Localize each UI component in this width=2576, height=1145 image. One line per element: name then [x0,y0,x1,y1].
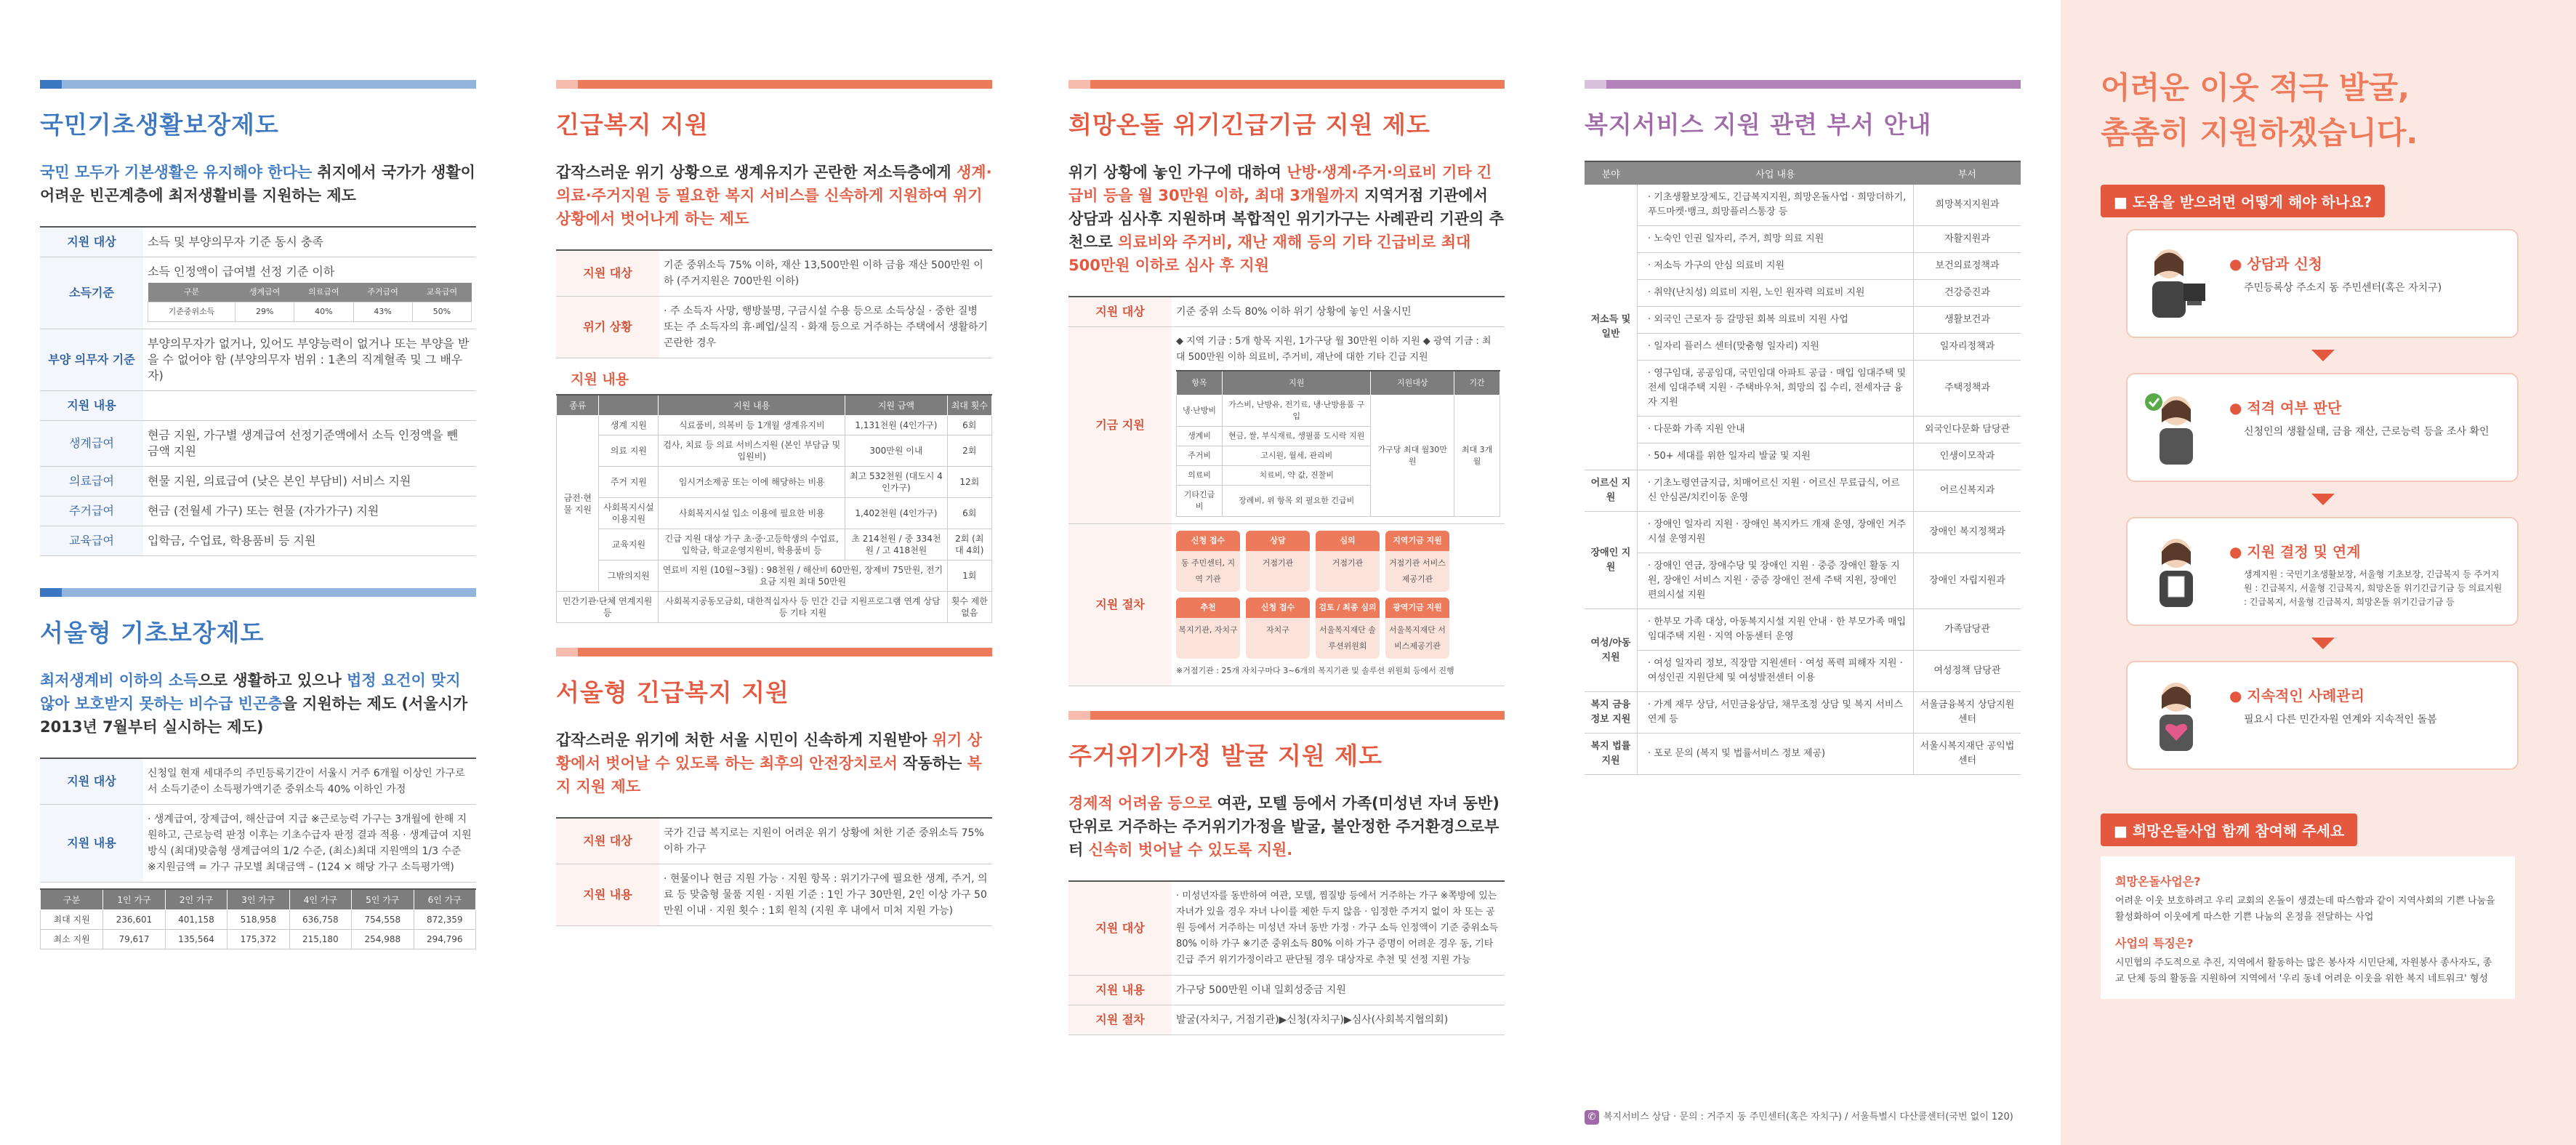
subheading: 지원 내용 [571,371,629,387]
step-card [2126,661,2519,770]
step-card [2126,517,2519,626]
panel-emergency-welfare [512,0,1025,1145]
fund-item-table: 항목 지원 지원대상 기간 냉·난방비 가스비, 난방유, 전기료, 냉·난방용품 구입 가구당 최대 월30만원 최대 3개월 생계비 현금, 쌀, 부식재료, 생필품 도시락 지원 주거비 고시원, 월세, 관리비 의료비 치료비, 약 값, 진찰비 기타긴급비 장례비, 위 항목 외 필요한 긴급비 [1176,370,1500,517]
step-desc: 신청인의 생활실태, 금융 재산, 근로능력 등을 조사 확인 [2244,426,2490,438]
section-title: 주거위기가정 발굴 지원 제도 [1068,742,1383,770]
person-check-icon [2144,387,2209,467]
phone-icon: ✆ [1585,1110,1599,1125]
step-desc: 주민등록상 주소지 동 주민센터(혹은 자치구) [2244,282,2442,294]
section-bar [1068,711,1505,720]
info-table: 지원 대상 국가 긴급 복지로는 지원이 어려운 위기 상황에 처한 기준 중위소득 75% 이하 가구 지원 내용 · 현물이나 현금 지원 가능 · 지원 항목 : 위기가구에 필요한 생계, 주거, 의료 등 맞춤형 물품 지원 · 지원 기준 : 1인 가구 30만원, 2인 이상 가구 50만원 이내 · 지원 횟수 : 1회 원칙 (지원 후 내에서 미처 지원 가능) [556,817,992,926]
step-card [2126,229,2519,338]
section-title: 복지서비스 지원 관련 부서 안내 [1585,111,1932,139]
lead-text: 위기 상황에 놓인 가구에 대하여 난방·생계·주거·의료비 기타 긴급비 등을 월 30만원 이하, 최대 3개월까지 지역거점 기관에서 상담과 심사후 지원하며 복합적인 위기가구는 사례관리 기관의 추천으로 의료비와 주거비, 재난 재해 등의 기타 긴급비로 최대 500만원 이하로 심사 후 지원 [1068,164,1504,274]
section-header: ■ 도움을 받으려면 어떻게 해야 하나요? [2101,185,2385,217]
step-title: ● 지속적인 사례관리 [2229,687,2364,704]
flow-note: ※거점기관 : 25개 자치구마다 3~6개의 복지기관 및 솔루션 위원회 등에서 진행 [1176,666,1454,675]
step-desc: 필요시 다른 민간자원 연계와 지속적인 돌봄 [2244,714,2437,726]
section-header: ■ 희망온돌사업 함께 참여해 주세요 [2101,813,2357,846]
section-title: 서울형 기초보장제도 [40,619,265,647]
flow-step: 상담 거점기관 [1246,531,1310,592]
flow-step: 신청 접수 동 주민센터, 지역 기관 [1176,531,1240,592]
person-document-icon [2144,531,2209,611]
section-title: 국민기초생활보장제도 [40,111,279,139]
arrow-down-icon [2311,494,2335,505]
lead-text: 국민 모두가 기본생활은 유지해야 한다는 취지에서 국가가 생활이 어려운 빈곤계층에 최저생활비를 지원하는 제도 [40,164,475,204]
lead-text: 갑작스러운 위기에 처한 서울 시민이 신속하게 지원받아 위기 상황에서 벗어날 수 있도록 하는 최후의 안전장치로서 작동하는 복지 지원 제도 [556,731,982,795]
emergency-support-table: 종류 지원 내용 지원 금액 최대 횟수 금전·현물 지원 생계 지원 식료품비, 의복비 등 1개월 생계유지비 1,131천원 (4인가구) 6회 의료 지원 검사, 치료 등 의료 서비스지원 (본인 부담금 및 입원비) 300만원 이내 2회 주거 지원 임시거소제공 또는 이에 해당하는 비용 최고 532천원 (대도시 4인가구) 12회 사회복지시설 이용지원 사회복지시설 입소 이용에 필요한 비용 1,402천원 (4인가구) 6회 교육지원 긴급 지원 대상 가구 초·중·고등학생의 수업료, 입학금, 학교운영지원비, 학용품비 등 초 214천원 / 중 334천원 / 고 418천원 2회 (최대 4회) 그밖의지원 연료비 지원 (10월~3월) : 98천원 / 해산비 60만원, 장제비 75만원, 전기요금 지원 최대 50만원 1회 민간기관·단체 연계지원 등 사회복지공동모금회, 대한적십자사 등 민간 긴급 지원프로그램 연계 상담 등 기타 지원 횟수 제한 없음 [556,394,992,623]
participation-info [2101,856,2515,999]
question: 희망온돌사업은? [2115,875,2201,888]
process-flow [1176,531,1500,659]
page-title: 어려운 이웃 적극 발굴, 촘촘히 지원하겠습니다. [2101,70,2418,150]
arrow-down-icon [2311,638,2335,649]
answer: 어려운 이웃 보호하려고 우리 교회의 온돌이 생겼는데 따스함과 같이 지역사회의 기쁜 나눔을 활성화하여 이웃에게 따스한 기쁜 나눔의 온정을 전달하는 사업 [2115,896,2495,923]
lead-text: 경제적 어려움 등으로 여관, 모텔 등에서 가족(미성년 자녀 동반) 단위로 거주하는 주거위기가정을 발굴, 불안정한 주거환경으로부터 신속히 벗어날 수 있도록 지원. [1068,795,1500,859]
section-bar [40,588,476,597]
department-table: 분야 사업 내용 부서 저소득 및 일반 · 기초생활보장제도, 긴급복지지원, 희망온돌사업 · 희망더하기, 푸드마켓·뱅크, 희망플러스통장 등 희망복지지원과 · 노숙인 인권 일자리, 주거, 희망 의료 지원 자활지원과 · 저소득 가구의 안심 의료비 지원 보건의료정책과 · 취약(난치성) 의료비 지원, 노인 원자력 의료비 지원 건강증진과 · 외국인 근로자 등 갈망된 회복 의료비 지원 사업 생활보건과 · 일자리 플러스 센터(맞춤형 일자리) 지원 일자리정책과 · 영구임대, 공공임대, 국민임대 아파트 공급 · 매입 임대주택 및 전세 임대주택 지원 · 주택바우처, 희망의 집 수리, 전세자금 융자 지원 주택정책과 · 다문화 가족 지원 안내 외국인다문화 담당관 · 50+ 세대를 위한 일자리 발굴 및 지원 인생이모작과 어르신 지원 · 기초노령연금지급, 치매어르신 지원 · 어르신 무료급식, 어르신 안심콘/치킨이동 운영 어르신복지과 장애인 지원 · 장애인 일자리 지원 · 장애인 복지카드 개재 운영, 장애인 거주시설 운영지원 장애인 복지정책과 · 장애인 연금, 장애수당 및 장애인 지원 · 중증 장애인 활동 지원, 장애인 서비스 지원 · 중증 장애인 전세 주택 지원, 장애인 편의시설 지원 장애인 자립지원과 여성/아동 지원 · 한부모 가족 대상, 아동복지시설 지원 안내 · 한 부모가족 매입 임대주택 지원 · 지역 아동센터 운영 가족담당관 · 여성 일자리 정보, 직장맘 지원센터 · 여성 폭력 피해자 지원 · 여성인권 지원단체 및 여성발전센터 이용 여성정책 담당관 복지 금융정보 지원 · 가계 재무 상담, 서민금융상담, 채무조정 상담 및 복지 서비스 연계 등 서울금융복지 상담지원센터 복지 법률 지원 · 포로 문의 (복지 및 법률서비스 정보 제공) 서울시복지재단 공익법센터 [1585,161,2021,775]
flow-step: 신청 접수 자치구 [1246,598,1310,659]
section-bar [556,80,992,89]
person-at-computer-icon [2144,244,2209,324]
section-title: 희망온돌 위기긴급기금 지원 제도 [1068,111,1430,139]
info-table: 지원 대상 소득 및 부양의무자 기준 동시 충족 소득기준 소득 인정액이 급여별 선정 기준 이하 구분 생계급여 의료급여 주거급여 교육급여 기준중위소득 29% 40% 43% 50% 부양 의무자 기준 부양의무자가 없거나, 있어도 부양능력이 없거나 또는 부양을 받을 수 없어야 함 (부양의무자 범위 : 1촌의 직계혈족 및 그 배우자) 지원 내용 생계급여 현금 지원, 가구별 생계급여 선정기준액에서 소득 인정액을 뺀 금액 지원 의료급여 현물 지원, 의료급여 (낮은 본인 부담비) 서비스 지원 주거급여 현금 (전월세 가구) 또는 현물 (자가가구) 지원 교육급여 입학금, 수업료, 학용품비 등 지원 [40,226,476,556]
info-table: 지원 대상 · 미성년자를 동반하여 여관, 모텔, 찜질방 등에서 거주하는 가구 ※쪽방에 있는 자녀가 있을 경우 자녀 나이를 제한 두지 않음 · 임정한 주거지 없이 차 또는 공원 등에서 거주하는 미성년 자녀 동반 가정 · 가구 소득 인정액이 기준 중위소득 80% 이하 가구 ※기준 중위소득 80% 이하 가구 증명이 어려운 경우 동, 기타 긴급 주거 위기가정이라고 판단될 경우 대상자로 추천 및 선정 지원 가능 지원 내용 가구당 500만원 이내 일회성중금 지원 지원 절차 발굴(자치구, 거점기관)▶신청(자치구)▶심사(사회복지협의회) [1068,880,1505,1035]
section-bar [556,648,992,656]
support-amount-table: 구분 1인 가구 2인 가구 3인 가구 4인 가구 5인 가구 6인 가구 최대 지원 236,601 401,158 518,958 636,758 754,558 872,359 최소 지원 79,617 135,564 175,372 215,180 254,988 294,796 [40,888,476,949]
section-title: 서울형 긴급복지 지원 [556,678,789,707]
flow-step: 검토 / 최종 심의 서울복지재단 솔루션위원회 [1316,598,1380,659]
contact-footer: ✆ 복지서비스 상담 · 문의 : 거주지 동 주민센터(혹은 자치구) / 서울특별시 다산콜센터(국번 없이 120) [1585,1109,2013,1125]
flow-step: 추천 복지기관, 자치구 [1176,598,1240,659]
section-title: 긴급복지 지원 [556,111,709,139]
info-table: 지원 대상 기준 중위소득 75% 이하, 재산 13,500만원 이하 금융 재산 500만원 이하 (주거지원은 700만원 이하) 위기 상황 · 주 소득자 사망, 행방불명, 구금시설 수용 등으로 소득상실 · 중한 질병 또는 주 소득자의 휴·폐업/실직 · 화재 등으로 거주하는 주택에서 생활하기 곤란한 경우 [556,249,992,358]
step-title: ● 적격 여부 판단 [2229,399,2342,417]
question: 사업의 특징은? [2115,936,2194,950]
step-title: ● 지원 결정 및 연계 [2229,543,2361,561]
flow-step: 심의 거점기관 [1316,531,1380,592]
section-bar [40,80,476,89]
arrow-down-icon [2311,350,2335,361]
panel-basic-livelihood [0,0,509,1145]
info-table: 지원 대상 기준 중위 소득 80% 이하 위기 상황에 놓인 서울시민 기금 지원 ◆ 지역 기금 : 5개 항목 지원, 1가구당 월 30만원 이하 지원 ◆ 광역 기금 : 최대 500만원 이하 의료비, 주거비, 재난에 대한 기타 긴급 지원 항목 지원 지원대상 기간 냉·난방비 가스비, 난방유, 전기료, 냉·난방용품 구입 가구당 최대 월30만원 최대 3개월 생계비 현금, 쌀, 부식재료, 생필품 도시락 지원 주거비 고시원, 월세, 관리비 의료비 치료비, 약 값, 진찰비 기타긴급비 장례비, 위 항목 외 필요한 긴급비 지원 절차 신청 접수 동 주민센터, 지역 기관 상담 거점기관 심의 거점기관 지역기금 지원 거점기관 서비스 제공기관 추천 복지기관, 자치구 신청 접수 자치구 검토 / 최종 심의 서울복지재단 솔루션위원회 광역기금 지원 서울복지재단 서비스제공기관 ※거점기관 : 25개 자치구마다 3~6개의 복지기관 및 솔루션 위원회 등에서 진행 [1068,296,1505,686]
step-title: ● 상담과 신청 [2229,255,2322,273]
flow-step: 광역기금 지원 서울복지재단 서비스제공기관 [1385,598,1449,659]
section-bar [1585,80,2021,89]
panel-hope-ondol [1029,0,1545,1145]
section-bar [1068,80,1505,89]
lead-text: 최저생계비 이하의 소득으로 생활하고 있으나 법정 요건이 맞지 않아 보호받지 못하는 비수급 빈곤층을 지원하는 제도 (서울시가 2013년 7월부터 실시하는 제도) [40,672,468,736]
step-desc: 생계지원 : 국민기초생활보장, 서울형 기초보장, 긴급복지 등 주거지원 : 긴급복지, 서울형 긴급복지, 희망온돌 위기긴급기금 등 의료지원 : 긴급복지, 서울형 긴급복지, 희망온돌 위기긴급기금 등 [2244,569,2503,607]
panel-department-guide [1548,0,2061,1145]
info-table: 지원 대상 신청일 현재 세대주의 주민등록기간이 서울시 거주 6개월 이상인 가구로서 소득기준이 소득평가액기준 중위소득 40% 이하인 가정 지원 내용 · 생계급여, 장제급여, 해산급여 지급 ※근로능력 가구는 3개월에 한해 지원하고, 근로능력 판정 이후는 기초수급자 판정 결과 적용 · 생계급여 지원 방식 (최대)맞춤형 생계급여의 1/2 수준, (최소)최대 지원액의 1/3 수준 ※지원금액 = 가구 규모별 최대금액 – (124 × 해당 가구 소득평가액) [40,758,476,883]
lead-text: 갑작스러운 위기 상황으로 생계유지가 곤란한 저소득층에게 생계·의료·주거지원 등 필요한 복지 서비스를 신속하게 지원하여 위기 상황에서 벗어나게 하는 제도 [556,164,992,228]
answer: 시민협의 주도적으로 추진, 지역에서 활동하는 많은 봉사자 시민단체, 자원봉사 종사자도, 종교 단체 등의 활동을 지원하여 지역에서 '우리 동네 어려운 이웃을 위한 복지 네트워크' 형성 [2115,957,2492,984]
step-card [2126,373,2519,482]
person-heart-icon [2144,675,2209,755]
income-criteria-table: 구분 생계급여 의료급여 주거급여 교육급여 기준중위소득 29% 40% 43% 50% [148,283,472,322]
panel-how-to-get-help [2061,0,2576,1145]
flow-step: 지역기금 지원 거점기관 서비스 제공기관 [1385,531,1449,592]
